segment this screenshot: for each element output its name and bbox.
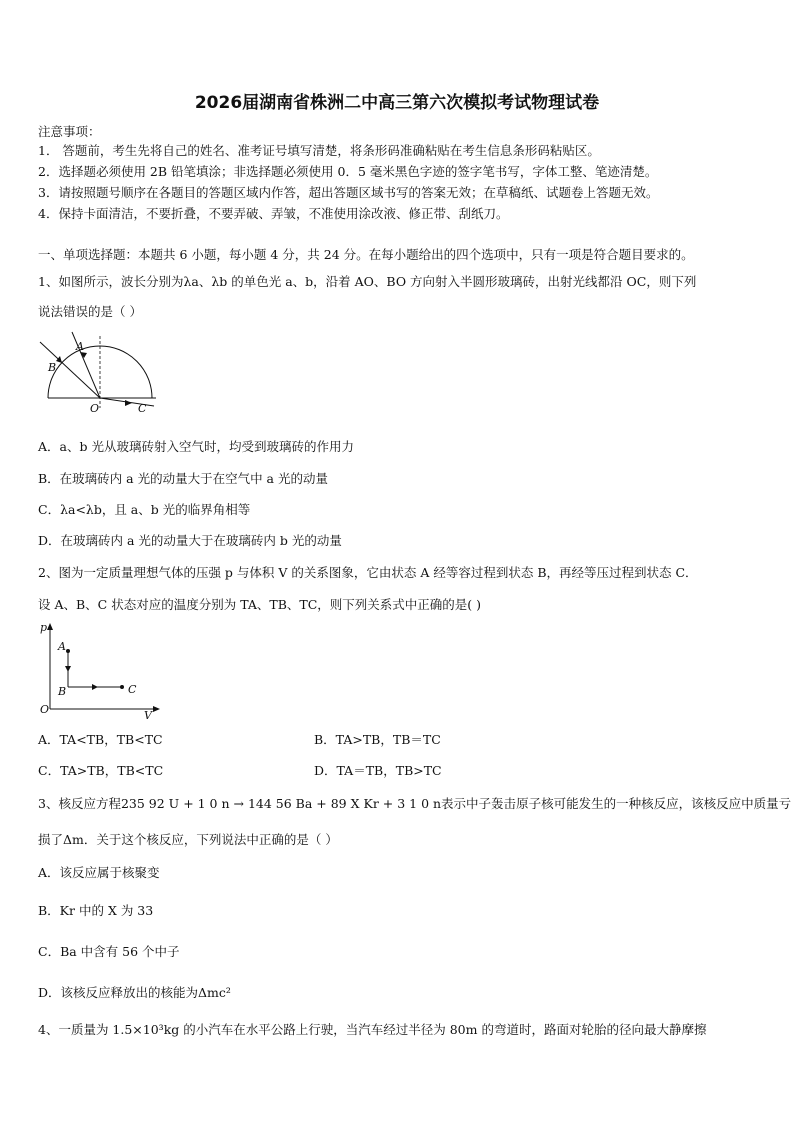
q2-process-ab-arrow [65,666,71,672]
q3-suffix: 表示中子轰击 [441,796,517,811]
q3-option-a: A．该反应属于核聚变 [38,865,160,880]
q1-stem-line2: 说法错误的是（ ） [38,304,142,319]
q3-option-c: C．Ba 中含有 56 个中子 [38,944,180,959]
q1-ray-oc-arrow [125,400,132,406]
section-heading: 一、单项选择题：本题共 6 小题，每小题 4 分，共 24 分。在每小题给出的四个选项中，只有一项是符合题目要求的。 [38,247,694,262]
q2-stem-line2: 设 A、B、C 状态对应的温度分别为 TA、TB、TC，则下列关系式中正确的是( ) [38,597,482,612]
q2-option-a: A．TA<TB，TB<TC [38,732,163,747]
q3-option-b: B．Kr 中的 X 为 33 [38,903,154,918]
q2-label-b: B [58,685,67,698]
notice-item-1: 1． 答题前，考生先将自己的姓名、准考证号填写清楚，将条形码准确粘贴在考生信息条形码粘贴区。 [38,143,600,158]
notice-heading: 注意事项： [38,124,101,139]
q3-stem-line2: 损了Δm．关于这个核反应，下列说法中正确的是（ ） [38,832,338,847]
q3-equation: 235 92 U + 1 0 n → 144 56 Ba + 89 X Kr + 3 1 0 n [120,796,442,811]
q3-prefix: 3、核反应方程 [38,796,121,811]
q1-option-a: A．a、b 光从玻璃砖射入空气时，均受到玻璃砖的作用力 [38,439,354,454]
q1-label-a: A [76,340,84,353]
q4-stem-line1: 4、一质量为 1.5×10³kg 的小汽车在水平公路上行驶，当汽车经过半径为 80m 的弯道时，路面对轮胎的径向最大静摩擦 [38,1022,707,1037]
q2-stem-line1: 2、图为一定质量理想气体的压强 p 与体积 V 的关系图象，它由状态 A 经等容过程到状态 B，再经等压过程到状态 C． [38,565,698,580]
q1-ray-bo-arrow [56,356,62,363]
notice-item-2: 2．选择题必须使用 2B 铅笔填涂；非选择题必须使用 0．5 毫米黑色字迹的签字笔书写，字体工整、笔迹清楚。 [38,164,658,179]
q2-v-axis-arrow [153,706,160,712]
exam-title: 2026届湖南省株洲二中高三第六次模拟考试物理试卷 [194,93,600,113]
q2-point-c [120,685,124,689]
q2-label-v: V [144,709,152,722]
q3-stem-line1 [38,794,791,812]
q3-option-d: D．该核反应释放出的核能为Δmc² [38,985,231,1000]
q2-option-d: D．TA＝TB，TB>TC [314,763,442,778]
q2-p-axis-arrow [47,623,53,630]
q1-label-b: B [48,361,57,374]
q2-label-p: p [40,621,48,634]
q2-option-b: B．TA>TB，TB＝TC [314,732,441,747]
q1-option-d: D．在玻璃砖内 a 光的动量大于在玻璃砖内 b 光的动量 [38,533,342,548]
q2-label-c: C [128,683,137,696]
q2-label-o: O [40,703,50,716]
notice-item-3: 3．请按照题号顺序在各题目的答题区域内作答，超出答题区域书写的答案无效；在草稿纸、试题卷上答题无效。 [38,185,659,200]
q1-stem-line1: 1、如图所示，波长分别为λa、λb 的单色光 a、b，沿着 AO、BO 方向射入半圆形玻璃砖，出射光线都沿 OC，则下列 [38,274,697,289]
q2-process-bc-arrow [92,684,98,690]
q1-semicircle-figure [36,328,166,418]
q1-label-c: C [138,402,147,415]
q1-label-o: O [90,402,100,415]
q2-pv-graph [36,617,166,722]
q1-option-b: B．在玻璃砖内 a 光的动量大于在空气中 a 光的动量 [38,471,328,486]
q1-option-c: C．λa<λb，且 a、b 光的临界角相等 [38,502,251,517]
q3-suffix2: 原子核可能发生的一种核反应，该核反应中质量亏 [516,796,792,811]
notice-item-4: 4．保持卡面清洁，不要折叠，不要弄破、弄皱，不准使用涂改液、修正带、刮纸刀。 [38,206,509,221]
q2-label-a: A [58,640,66,653]
q2-option-c: C．TA>TB，TB<TC [38,763,164,778]
q2-point-a [66,649,70,653]
